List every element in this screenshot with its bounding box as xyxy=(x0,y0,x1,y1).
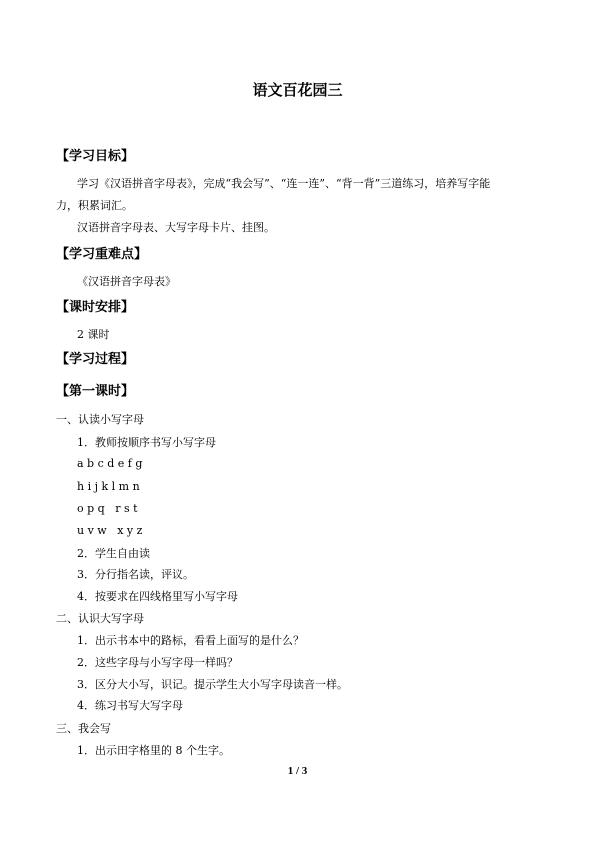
heading-goals: 【学习目标】 xyxy=(56,149,135,164)
part3-item1: 1．出示田字格里的 8 个生字。 xyxy=(77,744,230,757)
heading-key-points: 【学习重难点】 xyxy=(56,247,148,262)
heading-schedule: 【课时安排】 xyxy=(56,300,135,315)
goals-paragraph-line1: 学习《汉语拼音字母表》，完成“我会写”、“连一连”、“背一背”三道练习，培养写字能 xyxy=(77,177,491,190)
schedule-text: 2 课时 xyxy=(77,328,110,341)
part2-item3: 3．区分大小写，识记。提示学生大小写字母读音一样。 xyxy=(77,678,348,691)
part1-item3: 3．分行指名读，评议。 xyxy=(77,568,194,581)
part3-heading: 三、我会写 xyxy=(56,722,111,735)
part2-item4: 4．练习书写大写字母 xyxy=(77,699,183,712)
letters-row2: h i j k l m n xyxy=(77,480,140,493)
heading-process: 【学习过程】 xyxy=(56,352,135,367)
key-points-text: 《汉语拼音字母表》 xyxy=(77,275,176,288)
goals-paragraph-line2: 力，积累词汇。 xyxy=(56,199,133,212)
letters-row3: o p q r s t xyxy=(77,502,138,515)
document-title: 语文百花园三 xyxy=(252,81,343,99)
letters-row4: u v w x y z xyxy=(77,524,143,537)
part1-item4: 4．按要求在四线格里写小写字母 xyxy=(77,590,238,603)
part1-item1: 1．教师按顺序书写小写字母 xyxy=(77,436,216,449)
part1-heading: 一、认读小写字母 xyxy=(56,413,144,426)
goals-materials: 汉语拼音字母表、大写字母卡片、挂图。 xyxy=(77,221,275,234)
page-number: 1 / 3 xyxy=(287,765,308,777)
part2-item2: 2．这些字母与小写字母一样吗？ xyxy=(77,656,238,669)
letters-row1: a b c d e f g xyxy=(77,457,143,470)
part2-heading: 二、认识大写字母 xyxy=(56,612,144,625)
heading-lesson1: 【第一课时】 xyxy=(56,384,135,399)
part2-item1: 1．出示书本中的路标，看看上面写的是什么？ xyxy=(77,634,304,647)
part1-item2: 2．学生自由读 xyxy=(77,547,150,560)
